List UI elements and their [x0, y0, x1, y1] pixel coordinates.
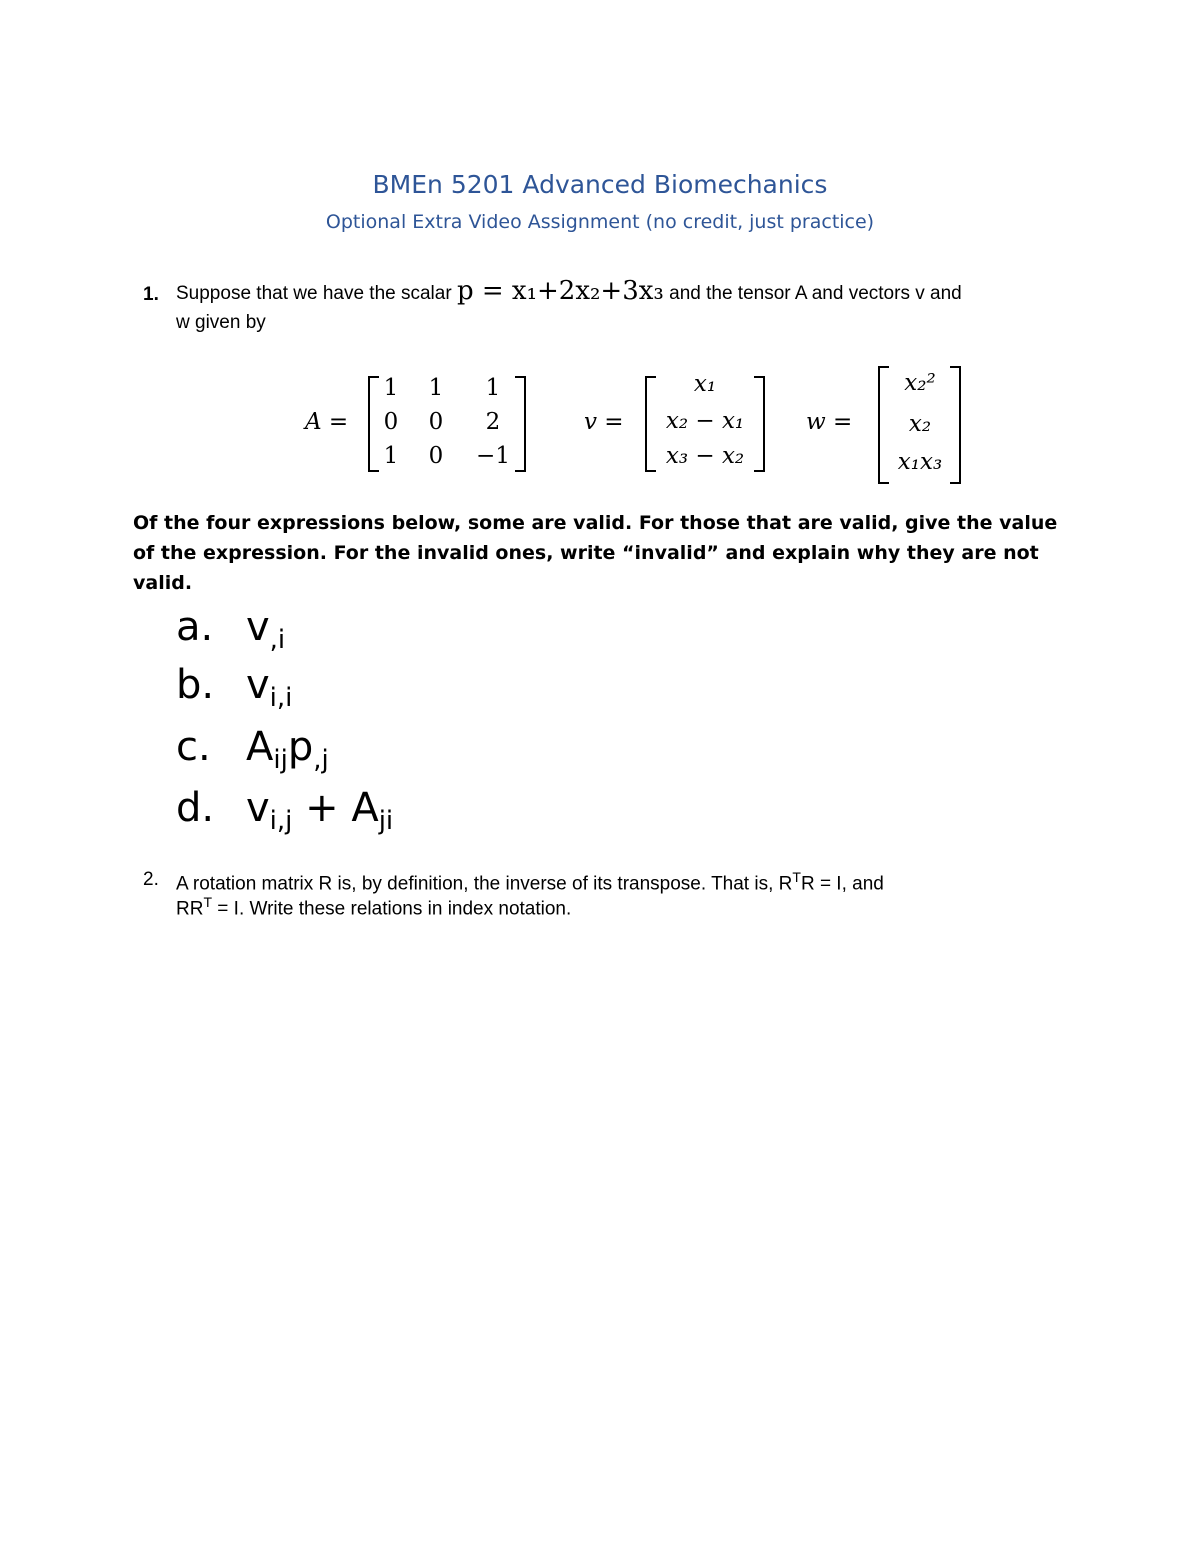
q1-line2: w given by — [176, 312, 266, 333]
option-base: A — [246, 724, 274, 770]
q1-number: 1. — [143, 284, 159, 305]
q2-line1 — [176, 869, 884, 895]
matrix-a-cell: −1 — [476, 443, 510, 469]
option-a — [176, 604, 285, 655]
option-subscript: i,j — [269, 806, 293, 836]
option-rest: p — [287, 724, 314, 770]
q2-line1-text-end: R = I, and — [800, 873, 884, 895]
option-letter: b. — [176, 662, 215, 708]
q2-line2-superscript: T — [203, 894, 213, 910]
q1-text-after: and the tensor A and vectors v and — [669, 283, 962, 304]
q2-line2-text-end: = I. Write these relations in index notation. — [212, 898, 572, 920]
option-subscript: ,i — [269, 625, 286, 655]
document-subtitle: Optional Extra Video Assignment (no credit, just practice) — [325, 211, 875, 233]
matrix-a-cell: 2 — [485, 409, 501, 435]
option-b — [176, 662, 292, 713]
matrix-a-cell: 1 — [383, 443, 399, 469]
vector-w-label: w = — [806, 409, 853, 435]
option-rest-subscript: ,j — [313, 745, 329, 775]
q1-instructions: Of the four expressions below, some are valid. For those that are valid, give the value of the expression. For the invalid ones, write “invalid” and explain why they are not valid. — [133, 512, 1058, 594]
document-title: BMEn 5201 Advanced Biomechanics — [372, 170, 828, 199]
option-base: v — [246, 785, 270, 831]
option-letter: c. — [176, 724, 211, 770]
vector-v-cell: x₃ − x₂ — [665, 443, 745, 469]
q2-line1-text: A rotation matrix R is, by definition, the inverse of its transpose. That is, R — [176, 873, 793, 895]
q2-line2-text: RR — [176, 898, 204, 920]
vector-v-cell: x₂ − x₁ — [665, 408, 745, 434]
option-letter: d. — [176, 785, 215, 831]
matrix-a-cell: 0 — [383, 409, 399, 435]
option-subscript: i,i — [269, 683, 293, 713]
matrix-a-label: A = — [305, 409, 349, 435]
matrix-a-cell: 1 — [428, 375, 444, 401]
q1-line1 — [176, 276, 962, 306]
vector-w-cell: x₂ — [908, 411, 932, 437]
option-c — [176, 724, 329, 775]
matrix-a-cell: 0 — [428, 409, 444, 435]
q1-scalar-equation: p = x₁+2x₂+3x₃ — [456, 276, 664, 306]
q2-number: 2. — [143, 869, 159, 890]
option-letter: a. — [176, 604, 214, 650]
option-base: v — [246, 662, 270, 708]
option-base: v — [246, 604, 270, 650]
option-d — [176, 785, 393, 836]
option-subscript: ij — [273, 745, 288, 775]
option-rest-subscript: ji — [378, 806, 394, 836]
matrix-a-cell: 1 — [383, 375, 399, 401]
q2-line1-superscript: T — [792, 869, 801, 885]
vector-v-cell: x₁ — [693, 371, 717, 397]
matrix-a-cell: 0 — [428, 443, 444, 469]
option-rest: + A — [292, 785, 379, 831]
vector-w-cell: x₁x₃ — [897, 449, 943, 475]
vector-w-cell: x₂² — [904, 370, 936, 396]
matrix-a-cell: 1 — [485, 375, 501, 401]
vector-v-label: v = — [584, 409, 624, 435]
q2-line2 — [176, 894, 571, 920]
q1-text-before: Suppose that we have the scalar — [176, 283, 452, 304]
